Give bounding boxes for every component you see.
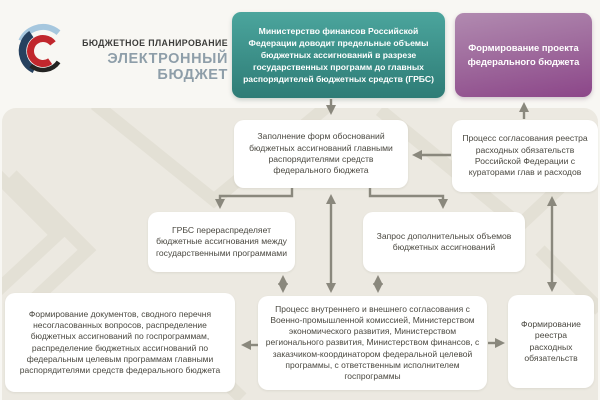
node-internal-external-approval [258,296,487,390]
node-grbs-redistribution-text: ГРБС перераспределяет бюджетные ассигнования между государственными программами [155,224,288,258]
node-documents-formation [5,293,235,392]
node-grbs-redistribution [148,212,295,272]
node-minfin-limits-text: Министерство финансов Российской Федерации доводит предельные объемы бюджетных ассигнований в разрезе государственных программ до главных распорядителей бюджетных средств (ГРБС) [243,25,434,85]
node-expense-registry-formation [508,295,594,388]
node-documents-formation-text: Формирование документов, сводного перечня несогласованных вопросов, распределение бюджетных ассигнований по госпрограммам, распределение бюджетных ассигнований по федеральным целевым программам главными распорядителями средств федерального бюджета [19,308,221,375]
node-expense-registry-formation-text: Формирование реестра расходных обязательств [521,318,581,363]
node-fill-justification-forms [234,120,408,188]
node-internal-external-approval-text: Процесс внутреннего и внешнего согласования с Военно-промышленной комиссией, Министерством экономического развития, Министерством регионального развития, Министерством финансов, с заказчиком-координатором федеральной целевой программы, с ответственным исполнителем госпрограммы [265,303,480,382]
logo-title: ЭЛЕКТРОННЫЙ БЮДЖЕТ [107,51,228,83]
node-additional-volumes-request-text: Запрос дополнительных объемов бюджетных ассигнований [376,230,512,252]
node-federal-budget-project [455,13,592,97]
logo-tagline: БЮДЖЕТНОЕ ПЛАНИРОВАНИЕ [82,38,228,48]
node-registry-approval-text: Процесс согласования реестра расходных обязательств Российской Федерации с кураторами глав и расходов [462,133,588,178]
logo-text [76,38,228,83]
node-federal-budget-project-text: Формирование проекта федерального бюджета [467,42,580,67]
electronic-budget-logo-icon [12,20,74,82]
node-registry-approval [452,120,598,192]
node-minfin-limits [232,12,445,98]
node-fill-justification-forms-text: Заполнение форм обоснований бюджетных ассигнований главными распорядителями средств федерального бюджета [249,131,393,176]
node-additional-volumes-request [363,212,525,272]
